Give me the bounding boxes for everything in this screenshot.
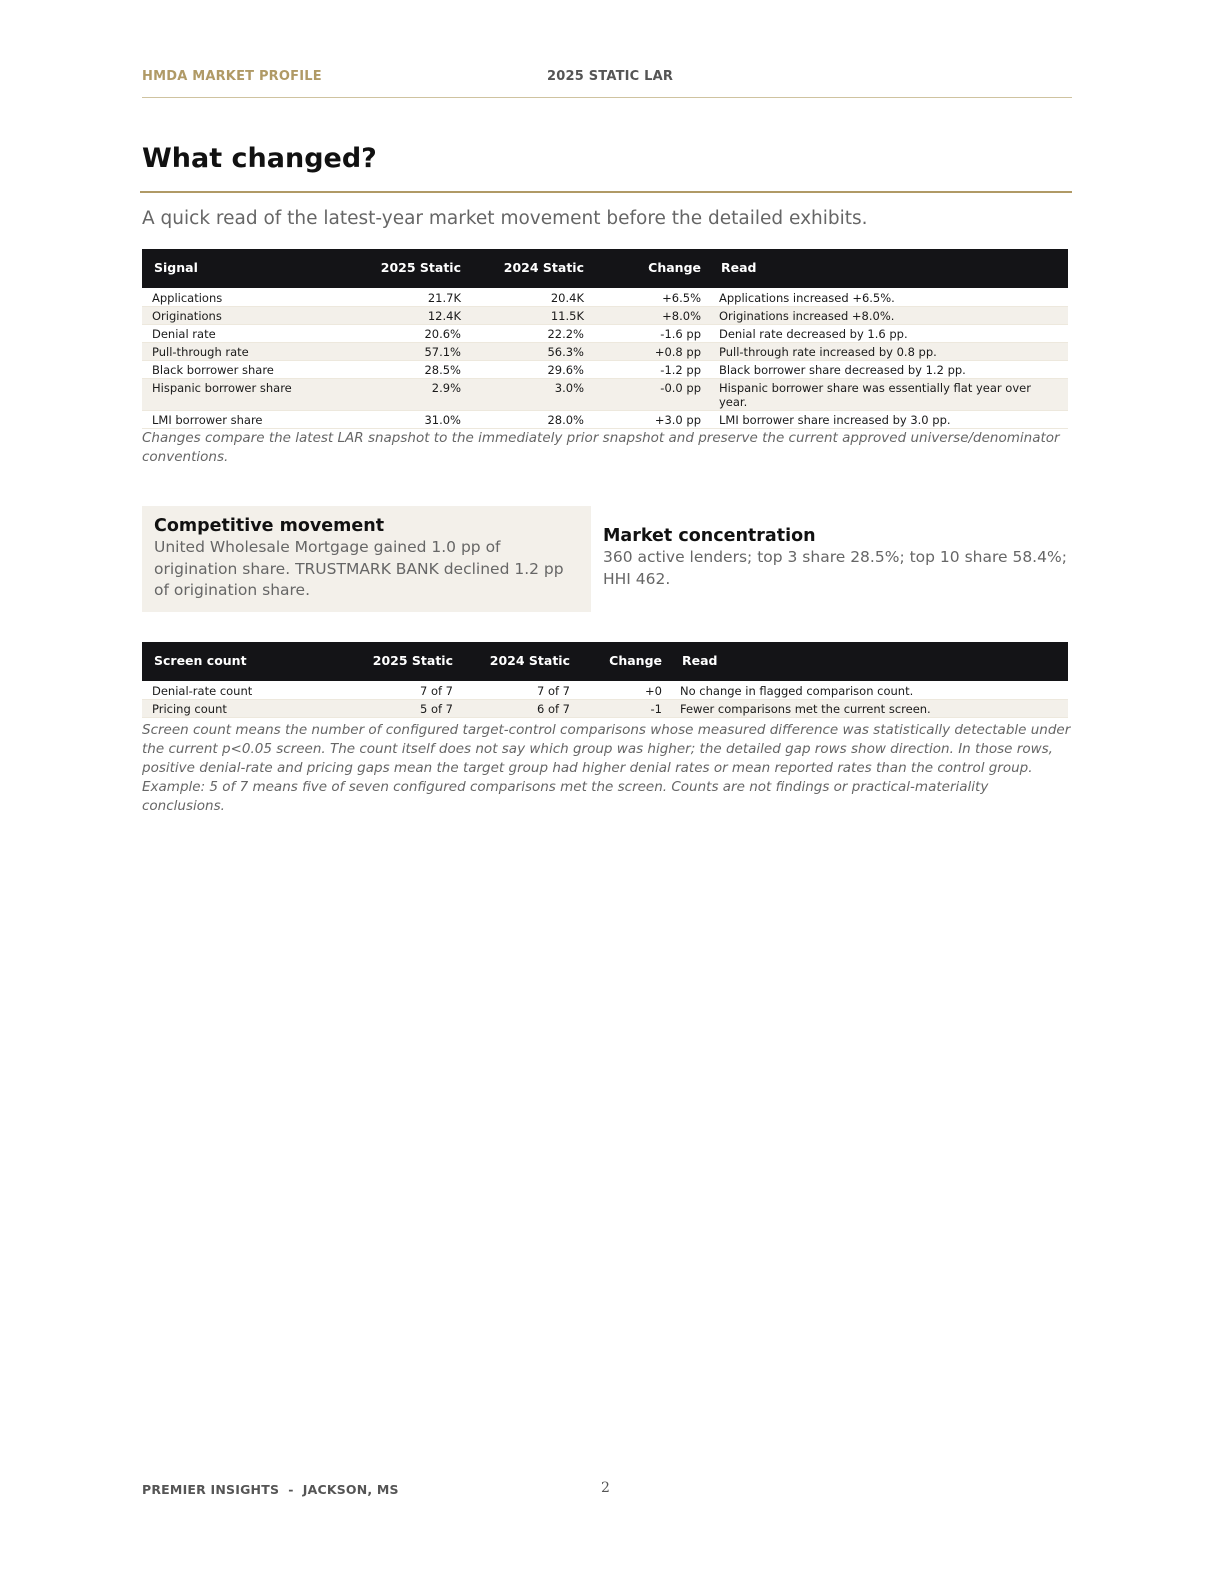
table-row bbox=[142, 288, 1068, 307]
column-header-change: Change bbox=[648, 260, 701, 275]
screen-name: Pricing count bbox=[142, 700, 353, 718]
value-2025: 7 of 7 bbox=[353, 681, 461, 700]
market-concentration-panel bbox=[591, 516, 1081, 600]
table-row bbox=[142, 307, 1068, 325]
table-row bbox=[142, 700, 1068, 718]
column-header-read: Read bbox=[682, 653, 718, 668]
signals-table-header bbox=[142, 249, 1068, 288]
competitive-movement-panel bbox=[142, 506, 591, 612]
change-value: +0.8 pp bbox=[592, 343, 709, 361]
column-header-2025: 2025 Static bbox=[380, 260, 461, 275]
dataset-label: 2025 STATIC LAR bbox=[547, 69, 674, 84]
column-header-change: Change bbox=[609, 653, 662, 668]
signals-table-note: Changes compare the latest LAR snapshot to the immediately prior snapshot and preserve the current approved universe/denominator conventions. bbox=[142, 430, 1060, 465]
table-row bbox=[142, 325, 1068, 343]
footer-firm-location: PREMIER INSIGHTS - JACKSON, MS bbox=[142, 1482, 399, 1497]
read-text: Fewer comparisons met the current screen. bbox=[670, 700, 1068, 718]
change-value: -0.0 pp bbox=[592, 379, 709, 411]
read-text: LMI borrower share increased by 3.0 pp. bbox=[709, 411, 1068, 429]
signal-name: Denial rate bbox=[142, 325, 354, 343]
screen-table-header bbox=[142, 642, 1068, 681]
screen-name: Denial-rate count bbox=[142, 681, 353, 700]
signals-table bbox=[142, 249, 1068, 429]
value-2024: 28.0% bbox=[469, 411, 592, 429]
table-row bbox=[142, 361, 1068, 379]
table-row bbox=[142, 379, 1068, 411]
value-2025: 28.5% bbox=[354, 361, 469, 379]
value-2025: 57.1% bbox=[354, 343, 469, 361]
signal-name: LMI borrower share bbox=[142, 411, 354, 429]
column-header-screen-count: Screen count bbox=[154, 653, 247, 668]
value-2024: 7 of 7 bbox=[461, 681, 578, 700]
column-header-signal: Signal bbox=[154, 260, 198, 275]
page-number: 2 bbox=[601, 1480, 610, 1496]
read-text: Black borrower share decreased by 1.2 pp. bbox=[709, 361, 1068, 379]
change-value: +0 bbox=[578, 681, 670, 700]
value-2025: 5 of 7 bbox=[353, 700, 461, 718]
read-text: Originations increased +8.0%. bbox=[709, 307, 1068, 325]
table-row bbox=[142, 681, 1068, 700]
value-2025: 31.0% bbox=[354, 411, 469, 429]
signal-name: Originations bbox=[142, 307, 354, 325]
value-2024: 20.4K bbox=[469, 288, 592, 307]
value-2024: 3.0% bbox=[469, 379, 592, 411]
value-2025: 2.9% bbox=[354, 379, 469, 411]
title-divider bbox=[140, 191, 1072, 193]
competitive-movement-heading: Competitive movement bbox=[154, 516, 385, 536]
value-2025: 12.4K bbox=[354, 307, 469, 325]
change-value: -1.2 pp bbox=[592, 361, 709, 379]
column-header-2024: 2024 Static bbox=[489, 653, 570, 668]
signal-name: Hispanic borrower share bbox=[142, 379, 354, 411]
screen-count-table bbox=[142, 642, 1068, 718]
value-2024: 29.6% bbox=[469, 361, 592, 379]
signal-name: Applications bbox=[142, 288, 354, 307]
page-title: What changed? bbox=[142, 143, 377, 174]
competitive-movement-text: United Wholesale Mortgage gained 1.0 pp of origination share. TRUSTMARK BANK declined 1.2 pp of origination share. bbox=[154, 538, 564, 599]
signal-name: Black borrower share bbox=[142, 361, 354, 379]
value-2025: 20.6% bbox=[354, 325, 469, 343]
market-concentration-heading: Market concentration bbox=[603, 526, 816, 546]
change-value: +6.5% bbox=[592, 288, 709, 307]
value-2025: 21.7K bbox=[354, 288, 469, 307]
change-value: +3.0 pp bbox=[592, 411, 709, 429]
read-text: Applications increased +6.5%. bbox=[709, 288, 1068, 307]
column-header-read: Read bbox=[721, 260, 757, 275]
signal-name: Pull-through rate bbox=[142, 343, 354, 361]
change-value: -1 bbox=[578, 700, 670, 718]
change-value: -1.6 pp bbox=[592, 325, 709, 343]
read-text: Pull-through rate increased by 0.8 pp. bbox=[709, 343, 1068, 361]
column-header-2025: 2025 Static bbox=[372, 653, 453, 668]
screen-count-note: Screen count means the number of configured target-control comparisons whose measured difference was statistically detectable under the current p<0.05 screen. The count itself does not say which group was higher; the detailed gap rows show direction. In those rows, positive denial-rate and pricing gaps mean the target group had higher denial rates or mean reported rates than the control group. Example: 5 of 7 means five of seven configured comparisons met the screen. Counts are not findings or practical-materiality conclusions. bbox=[142, 722, 1071, 814]
read-text: Denial rate decreased by 1.6 pp. bbox=[709, 325, 1068, 343]
running-header bbox=[142, 69, 1072, 98]
table-row bbox=[142, 343, 1068, 361]
table-row bbox=[142, 411, 1068, 429]
read-text: No change in flagged comparison count. bbox=[670, 681, 1068, 700]
value-2024: 22.2% bbox=[469, 325, 592, 343]
value-2024: 6 of 7 bbox=[461, 700, 578, 718]
page-subtitle: A quick read of the latest-year market movement before the detailed exhibits. bbox=[142, 208, 868, 229]
read-text: Hispanic borrower share was essentially flat year over year. bbox=[709, 379, 1068, 411]
value-2024: 56.3% bbox=[469, 343, 592, 361]
market-concentration-text: 360 active lenders; top 3 share 28.5%; top 10 share 58.4%; HHI 462. bbox=[603, 548, 1067, 588]
value-2024: 11.5K bbox=[469, 307, 592, 325]
report-series-label: HMDA MARKET PROFILE bbox=[142, 69, 322, 84]
change-value: +8.0% bbox=[592, 307, 709, 325]
column-header-2024: 2024 Static bbox=[503, 260, 584, 275]
